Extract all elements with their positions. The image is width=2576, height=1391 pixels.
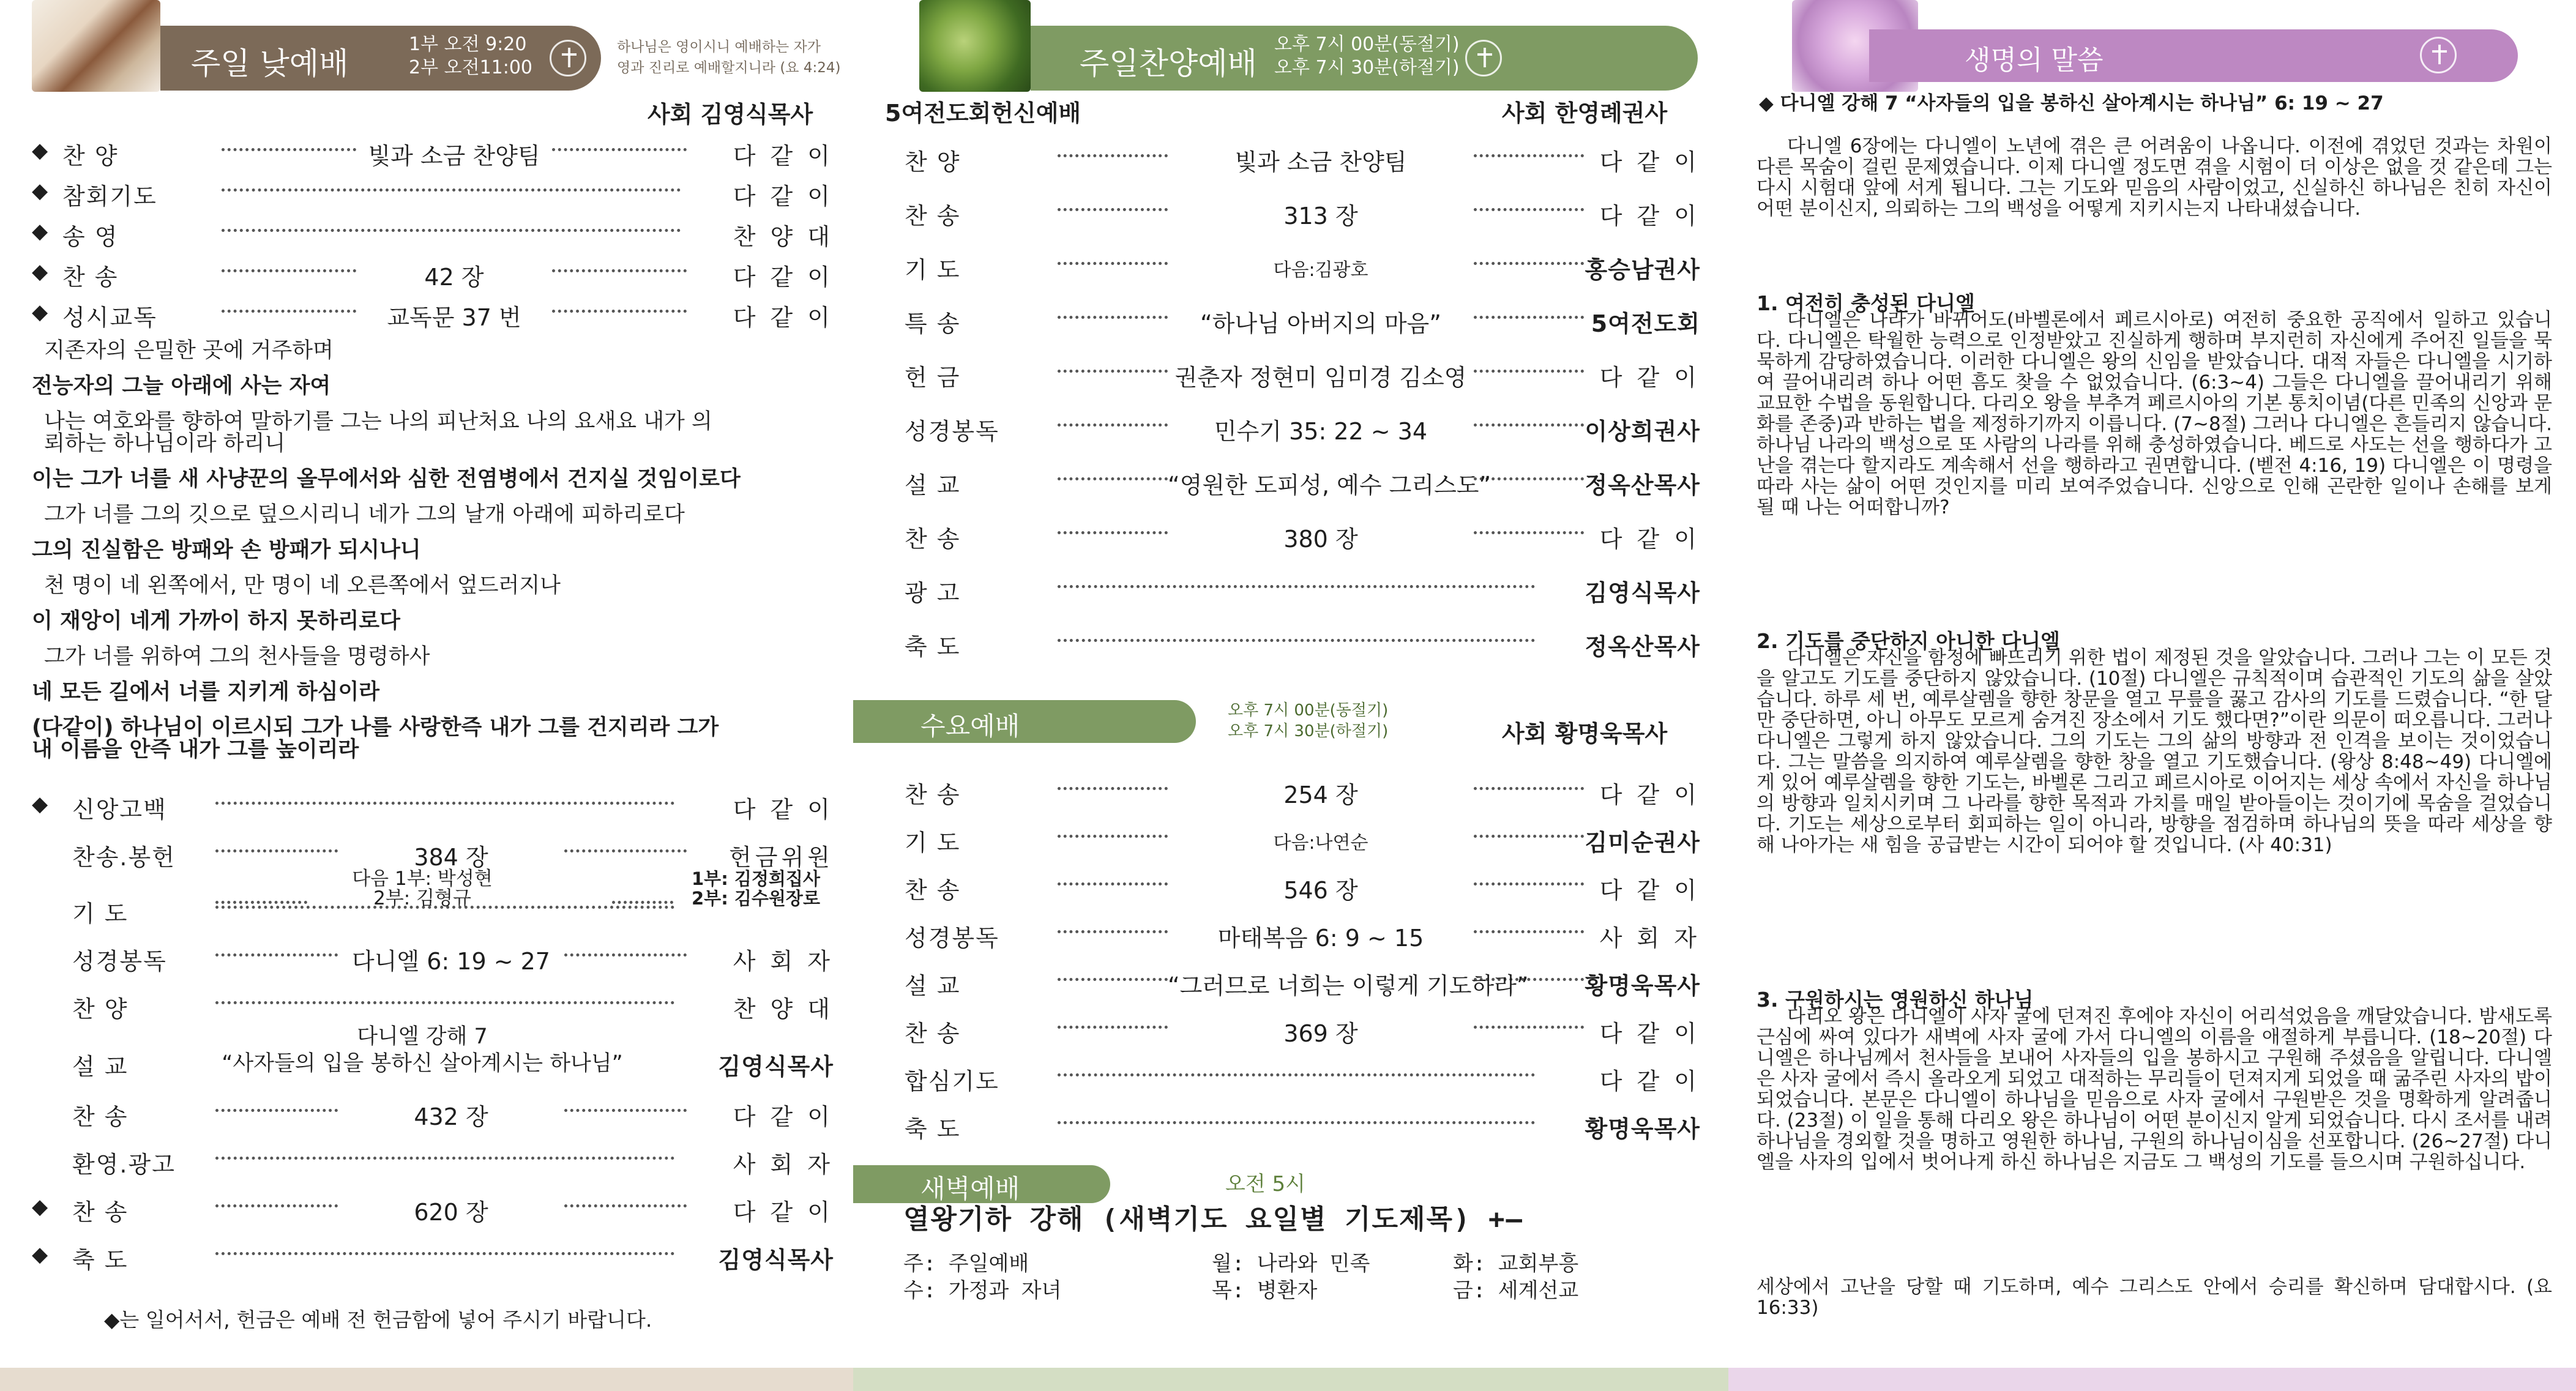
- reading-line: 천 명이 네 왼쪽에서, 만 명이 네 오른쪽에서 엎드러지나: [44, 573, 561, 598]
- order-leader: 다 같 이: [1599, 1020, 1700, 1047]
- order-leader: 다 같 이: [1599, 781, 1700, 808]
- reading-line: 전능자의 그늘 아래에 사는 자여: [32, 374, 331, 398]
- praise-leader: 사회 한영례권사: [1502, 100, 1668, 127]
- order-content: 다니엘 6: 19 ~ 27: [352, 948, 550, 975]
- order-leader: 다 같 이: [1599, 1068, 1700, 1095]
- order-label: 성시교독: [62, 304, 157, 331]
- order-content: 마태복음 6: 9 ~ 15: [1217, 925, 1424, 952]
- leader-dots: [1058, 370, 1168, 373]
- order-label: 성경봉독: [905, 418, 999, 445]
- order-label: 기 도: [72, 900, 129, 927]
- church-icon: [2420, 37, 2457, 73]
- leader-dots: [1058, 1026, 1168, 1029]
- order-label: 찬 송: [72, 1103, 129, 1130]
- point-1-heading: 1. 여전히 충성된 다니엘: [1757, 291, 1975, 315]
- leader-dots: [1058, 978, 1168, 981]
- prayer-next: 다음 1부: 박성현 2부: 김형규: [352, 868, 493, 909]
- order-label: 성경봉독: [905, 925, 999, 952]
- bottom-bar-right: [1728, 1368, 2576, 1391]
- order-content: “하나님 아버지의 마음”: [1200, 310, 1441, 337]
- order-leader: 김영식목사: [1585, 580, 1700, 606]
- order-row: [32, 787, 834, 824]
- order-leader: 김영식목사: [718, 1247, 834, 1274]
- sunday-times: 1부 오전 9:20 2부 오전11:00: [409, 34, 533, 78]
- order-leader: 다 같 이: [733, 796, 834, 823]
- stand-marker: ◆: [32, 179, 48, 203]
- leader-dots: [1058, 639, 1535, 642]
- sunday-title: 주일 낮예배: [191, 46, 349, 81]
- leader-dots: [215, 849, 338, 852]
- reading-line: 이는 그가 너를 새 사냥꾼의 올무에서와 심한 전염병에서 건지실 것임이로다: [32, 467, 741, 491]
- leader-dots: [612, 901, 673, 904]
- wednesday-leader: 사회 황명욱목사: [1502, 720, 1668, 747]
- dawn-topic: 목: 병환자: [1212, 1278, 1318, 1303]
- order-content: 313 장: [1283, 203, 1358, 229]
- order-row: [905, 193, 1700, 230]
- order-row: [905, 916, 1700, 952]
- order-row: [905, 868, 1700, 904]
- order-row: [905, 301, 1700, 338]
- bottom-bar-mid: [853, 1368, 1728, 1391]
- praise-subtitle: 5여전도회헌신예배: [885, 100, 1081, 127]
- order-row: [905, 355, 1700, 392]
- dawn-topic: 수: 가정과 자녀: [903, 1278, 1062, 1303]
- leader-dots: [1058, 835, 1168, 838]
- leader-dots: [215, 1001, 674, 1004]
- dawn-time: 오전 5시: [1225, 1172, 1305, 1196]
- leader-dots: [215, 1252, 674, 1255]
- point-3-text: 다리오 왕은 다니엘이 사자 굴에 던져진 후에야 자신이 어리석었음을 깨달았습니다. 밤새도록 근심에 싸여 있다가 새벽에 사자 굴에 가서 다니엘의 이름을 애절하게 부릅니다. (18~20절) 다니엘은 하나님께서 천사들을 보내어 사자들의 입을 봉하시고 구원해 주셨음을 알립니다. 다니엘은 사자 굴에서 즉시 올라오게 되었고 대적하는 무리들이 던져지게 되었을 때 굶주린 사자의 밥이 되었습니다. 본문은 다니엘이 하나님을 믿음으로 사자 굴에서 구원받은 것을 명확하게 알려줍니다. (23절) 이 일을 통해 다리오 왕은 하나님이 어떤 분이신지 알게 되었습니다. 다시 조서를 내려 하나님을 경외할 것을 명하고 영원한 하나님, 구원의 하나님이심을 선포합니다. (26~27절) 다니엘을 사자의 입에서 벗어나게 하신 하나님은 지금도 그 백성의 기도를 들으시며 구원하십니다.: [1757, 1005, 2552, 1173]
- order-leader: 다 같 이: [733, 143, 834, 170]
- word-intro: 다니엘 6장에는 다니엘이 노년에 겪은 큰 어려움이 나옵니다. 이전에 겪었던 것과는 차원이 다른 목숨이 걸린 문제였습니다. 이제 다니엘 정도면 겪을 시험이 더 이상은 없을 것 같은데 그는 다시 시험대 앞에 서게 됩니다. 그는 기도와 믿음의 사람이었고, 신실하신 하나님은 친히 자신이 어떤 분이신지, 의뢰하는 그의 백성을 어떻게 지키시는지 나타내셨습니다.: [1757, 135, 2552, 220]
- order-row: [32, 214, 834, 251]
- word-header: [1728, 29, 2576, 82]
- sermon-title: 다니엘 강해 7 “사자들의 입을 봉하신 살아계시는 하나님”: [222, 1024, 623, 1076]
- order-label: 송 영: [62, 223, 119, 250]
- order-row: [905, 570, 1700, 607]
- stand-marker: ◆: [32, 138, 48, 163]
- order-leader: 홍승남권사: [1585, 256, 1700, 283]
- order-row: [32, 986, 834, 1023]
- reading-line: 그가 너를 그의 깃으로 덮으시리니 네가 그의 날개 아래에 피하리로다: [44, 502, 685, 527]
- order-label: 환영.광고: [72, 1151, 176, 1178]
- order-leader: 사 회 자: [1599, 925, 1700, 952]
- order-label: 찬 양: [72, 996, 129, 1023]
- order-leader: 다 같 이: [1599, 203, 1700, 229]
- dawn-topic: 금: 세계선교: [1453, 1278, 1579, 1303]
- order-leader: 사 회 자: [733, 948, 834, 975]
- order-row: [905, 463, 1700, 499]
- wednesday-title: 수요예배: [920, 711, 1020, 741]
- order-leader: 황명욱목사: [1585, 1116, 1700, 1143]
- order-label: 참회기도: [62, 183, 157, 210]
- dawn-title: 새벽예배: [920, 1174, 1020, 1204]
- order-label: 찬 송: [905, 877, 961, 904]
- order-row: [32, 939, 834, 975]
- order-row: [905, 1106, 1700, 1143]
- leader-dots: [215, 1204, 338, 1207]
- leader-dots: [1058, 423, 1168, 427]
- order-label: 설 교: [905, 472, 961, 499]
- order-leader: 김영식목사: [718, 1053, 834, 1080]
- bottom-bar-left: [0, 1368, 853, 1391]
- point-2-text: 다니엘은 자신을 함정에 빠뜨리기 위한 법이 제정된 것을 알았습니다. 그러나 그는 이 모든 것을 알고도 기도를 중단하지 않았습니다. (10절) 다니엘은 규칙적이며 습관적인 기도의 삶을 살았습니다. 하루 세 번, 예루살렘을 향한 창문을 열고 무릎을 꿇고 감사의 기도를 드렸습니다. “한 달만 중단하면, 아니 아무도 모르게 숨겨진 장소에서 기도 했다면?”이란 의문이 떠오릅니다. 그러나 다니엘은 그렇게 하지 않았습니다. 그의 기도는 그의 삶의 방향과 전 인격을 보이는 것이었습니다. 그는 말씀을 의지하여 예루살렘을 향한 창을 열고 기도했습니다. (왕상 8:48~49) 다니엘에게 있어 예루살렘을 향한 기도는, 바벨론 그리고 페르시아로 이어지는 세상 속에서 자신을 하나님의 방향과 일치시키며 그 나라를 향한 목적과 가치를 매일 받아들이는 것이기에 목숨을 걸었습니다. 기도는 세상으로부터 회피하는 일이 아니라, 방향을 점검하며 하나님의 뜻을 따라 세상을 향해 나아가는 새 힘을 공급받는 시간이 되어야 할 것입니다. (사 40:31): [1757, 647, 2552, 856]
- order-row: [32, 1094, 834, 1131]
- order-row: [905, 624, 1700, 661]
- leader-dots: [1058, 1073, 1535, 1076]
- order-row: [905, 1011, 1700, 1048]
- wednesday-times: 오후 7시 00분(동절기) 오후 7시 30분(하절기): [1228, 701, 1389, 740]
- order-leader: 다 같 이: [1599, 526, 1700, 553]
- order-label: 특 송: [905, 310, 961, 337]
- order-leader: 사 회 자: [733, 1151, 834, 1178]
- order-leader: 다 같 이: [1599, 877, 1700, 904]
- reading-line: 뢰하는 하나님이라 하리니: [44, 431, 286, 456]
- reading-line: 지존자의 은밀한 곳에 거주하며: [44, 338, 334, 363]
- prayer-leaders: 1부: 김정희집사 2부: 김수원장로: [692, 868, 820, 909]
- order-leader: 다 같 이: [733, 264, 834, 291]
- reading-line: 나는 여호와를 향하여 말하기를 그는 나의 피난처요 나의 요새요 내가 의: [44, 409, 712, 434]
- stand-marker: ◆: [32, 219, 48, 244]
- dove-icon: [1465, 40, 1502, 76]
- order-content: 빛과 소금 찬양팀: [368, 143, 540, 170]
- leader-dots: [222, 269, 356, 272]
- order-row: [905, 820, 1700, 857]
- leader-dots: [1058, 316, 1168, 319]
- order-leader: 김미순권사: [1585, 829, 1700, 856]
- order-row: [32, 255, 834, 291]
- leader-dots: [215, 953, 338, 957]
- stand-marker: ◆: [32, 1195, 48, 1219]
- order-leader: 헌금위원: [729, 844, 834, 871]
- order-leader: 다 같 이: [733, 304, 834, 331]
- leader-dots: [1058, 585, 1535, 588]
- leader-dots: [1058, 882, 1168, 886]
- order-label: 축 도: [905, 633, 961, 660]
- order-content: 빛과 소금 찬양팀: [1234, 149, 1407, 176]
- church-icon: [550, 40, 586, 76]
- order-row: [905, 963, 1700, 1000]
- reading-line: 네 모든 길에서 너를 지키게 하심이라: [32, 680, 380, 704]
- order-row: [32, 1142, 834, 1179]
- sermon-word-column: [1728, 0, 2576, 1391]
- leader-dots: [215, 901, 307, 904]
- order-label: 찬 송: [905, 781, 961, 808]
- dawn-header: [853, 1165, 1728, 1203]
- evening-services-column: [853, 0, 1728, 1391]
- praise-times: 오후 7시 00분(동절기) 오후 7시 30분(하절기): [1274, 34, 1460, 78]
- order-content: 432 장: [414, 1103, 488, 1130]
- leader-dots: [1058, 262, 1168, 265]
- leader-dots: [215, 802, 674, 805]
- order-label: 찬 송: [72, 1199, 129, 1226]
- order-label: 헌 금: [905, 364, 961, 391]
- order-content: 620 장: [414, 1199, 488, 1226]
- order-label: 찬 송: [905, 1020, 961, 1047]
- stand-marker: ◆: [32, 792, 48, 816]
- order-label: 합심기도: [905, 1068, 999, 1095]
- order-label: 기 도: [905, 256, 961, 283]
- order-row: [905, 409, 1700, 446]
- leader-dots: [1058, 208, 1168, 211]
- leader-dots: [1058, 930, 1168, 933]
- closing-text: 세상에서 고난을 당할 때 기도하며, 예수 그리스도 안에서 승리를 확신하며 담대합시다. (요 16:33): [1757, 1276, 2552, 1319]
- order-row: [905, 772, 1700, 809]
- order-content: “영원한 도피성, 예수 그리스도”: [1168, 472, 1491, 499]
- order-leader: 찬 양 대: [733, 996, 834, 1023]
- leader-dots: [1058, 787, 1168, 790]
- order-leader: 다 같 이: [733, 183, 834, 210]
- order-content: 369 장: [1283, 1020, 1358, 1047]
- praise-header: [853, 26, 1728, 91]
- order-content: 권춘자 정현미 임미경 김소영: [1174, 364, 1467, 391]
- order-label: 설 교: [905, 972, 961, 999]
- standing-note: ◆는 일어서서, 헌금은 예배 전 헌금함에 넣어 주시기 바랍니다.: [104, 1308, 652, 1332]
- stand-marker: ◆: [32, 1242, 48, 1267]
- word-heading: ◆ 다니엘 강해 7 “사자들의 입을 봉하신 살아계시는 하나님” 6: 19 ~ 27: [1759, 92, 2384, 114]
- sunday-leader: 사회 김영식목사: [648, 101, 813, 128]
- reading-line: (다같이) 하나님이 이르시되 그가 나를 사랑한즉 내가 그를 건지리라 그가: [32, 715, 719, 740]
- reading-line: 내 이름을 안즉 내가 그를 높이리라: [32, 737, 359, 762]
- reading-line: 그가 너를 위하여 그의 천사들을 명령하사: [44, 644, 430, 669]
- dawn-topic: 월: 나라와 민족: [1212, 1251, 1370, 1276]
- stand-marker: ◆: [32, 300, 48, 324]
- sunday-header: [0, 26, 853, 91]
- order-content: 다음:나연순: [1273, 832, 1368, 854]
- leader-dots: [1058, 531, 1168, 534]
- order-row: [32, 835, 834, 871]
- order-content: 546 장: [1283, 877, 1358, 904]
- order-leader: 5여전도회: [1591, 310, 1700, 337]
- dawn-topic: 화: 교회부흥: [1453, 1251, 1579, 1276]
- order-leader: 다 같 이: [733, 1199, 834, 1226]
- order-row: [905, 247, 1700, 284]
- order-leader: 다 같 이: [733, 1103, 834, 1130]
- leader-dots: [222, 229, 681, 232]
- order-leader: 찬 양 대: [733, 223, 834, 250]
- order-label: 찬 송: [905, 203, 961, 229]
- order-content: 교독문 37 번: [387, 304, 521, 331]
- reading-line: 그의 진실함은 방패와 손 방패가 되시나니: [32, 538, 421, 562]
- order-content: “그러므로 너희는 이렇게 기도하라”: [1168, 972, 1529, 999]
- order-leader: 다 같 이: [1599, 364, 1700, 391]
- point-2-heading: 2. 기도를 중단하지 아니한 다니엘: [1757, 629, 2060, 653]
- order-label: 축 도: [905, 1116, 961, 1143]
- order-label: 찬송.봉헌: [72, 844, 176, 871]
- order-content: 42 장: [424, 264, 484, 291]
- order-leader: 정옥산목사: [1585, 472, 1700, 499]
- order-label: 설 교: [72, 1053, 129, 1080]
- order-leader: 황명욱목사: [1585, 972, 1700, 999]
- dawn-theme: 열왕기하 강해 (새벽기도 요일별 기도제목) +–: [903, 1204, 1523, 1235]
- order-label: 성경봉독: [72, 948, 167, 975]
- order-label: 찬 송: [62, 264, 119, 291]
- order-leader: 다 같 이: [1599, 149, 1700, 176]
- order-content: 380 장: [1283, 526, 1358, 553]
- order-label: 찬 양: [905, 149, 961, 176]
- order-label: 찬 송: [905, 526, 961, 553]
- sunday-verse: 하나님은 영이시니 예배하는 자가 영과 진리로 예배할지니라 (요 4:24): [617, 39, 841, 76]
- order-content: 384 장: [414, 844, 488, 871]
- order-content: 254 장: [1283, 781, 1358, 808]
- sunday-service-column: [0, 0, 853, 1391]
- order-leader: 이상희권사: [1585, 418, 1700, 445]
- order-content: 민수기 35: 22 ~ 34: [1214, 418, 1428, 445]
- order-content: 다음:김광호: [1273, 259, 1368, 281]
- leader-dots: [222, 310, 356, 313]
- leader-dots: [1058, 154, 1168, 157]
- order-row: [32, 295, 834, 332]
- order-leader: 정옥산목사: [1585, 633, 1700, 660]
- order-label: 찬 양: [62, 143, 119, 170]
- praise-title: 주일찬양예배: [1080, 46, 1257, 81]
- order-row: [905, 1059, 1700, 1095]
- order-row: [32, 1190, 834, 1226]
- order-label: 축 도: [72, 1247, 129, 1274]
- stand-marker: ◆: [32, 259, 48, 284]
- order-label: 광 고: [905, 580, 961, 606]
- order-row: [905, 140, 1700, 176]
- order-row: [32, 174, 834, 211]
- bottom-color-bar: [0, 1368, 2576, 1391]
- leader-dots: [1058, 1121, 1535, 1124]
- word-title: 생명의 말씀: [1965, 45, 2104, 76]
- order-row: [32, 1237, 834, 1274]
- point-1-text: 다니엘은 나라가 바뀌어도(바벨론에서 페르시아로) 여전히 중요한 공직에서 일하고 있습니다. 다니엘은 탁월한 능력으로 인정받았고 진실하게 행하며 부지런히 자신에게 주어진 일들을 묵묵하게 감당하였습니다. 이러한 다니엘은 왕의 신임을 받았습니다. 대적 자들은 다니엘을 시기하여 끌어내리려 하나 어떤 흠도 찾을 수 없었습니다. (6:3~4) 그들은 다니엘을 끌어내리기 위해 교묘한 수법을 동원합니다. 다리오 왕을 부추겨 페르시아의 기본 통치이념(다른 민족의 신앙과 문화를 존중)과 반하는 법을 제정하기까지 이릅니다. (7~8절) 그러나 다니엘은 흔들리지 않습니다. 하나님 나라의 백성으로 또 사람의 나라를 위해 충성하였습니다. 베드로 사도는 선을 행하다가 고난을 겪는다 할지라도 계속해서 선을 행하라고 권면합니다. (벧전 4:16, 19) 다니엘은 이 명령을 따라 사는 삶이 어떤 것인지를 미리 보여주었습니다. 신앙으로 인해 곤란한 일이나 손해를 보게 될 때 나는 어떠합니까?: [1757, 309, 2552, 518]
- leader-dots: [222, 188, 681, 192]
- dawn-topic: 주: 주일예배: [903, 1251, 1029, 1276]
- leader-dots: [1058, 477, 1168, 480]
- point-3-heading: 3. 구원하시는 영원하신 하나님: [1757, 988, 2034, 1012]
- leader-dots: [222, 148, 356, 151]
- leader-dots: [215, 1109, 338, 1112]
- order-row: [905, 516, 1700, 553]
- order-label: 기 도: [905, 829, 961, 856]
- reading-line: 이 재앙이 네게 가까이 하지 못하리로다: [32, 609, 400, 633]
- order-label: 신앙고백: [72, 796, 167, 823]
- leader-dots: [215, 1157, 674, 1160]
- order-row: [32, 133, 834, 170]
